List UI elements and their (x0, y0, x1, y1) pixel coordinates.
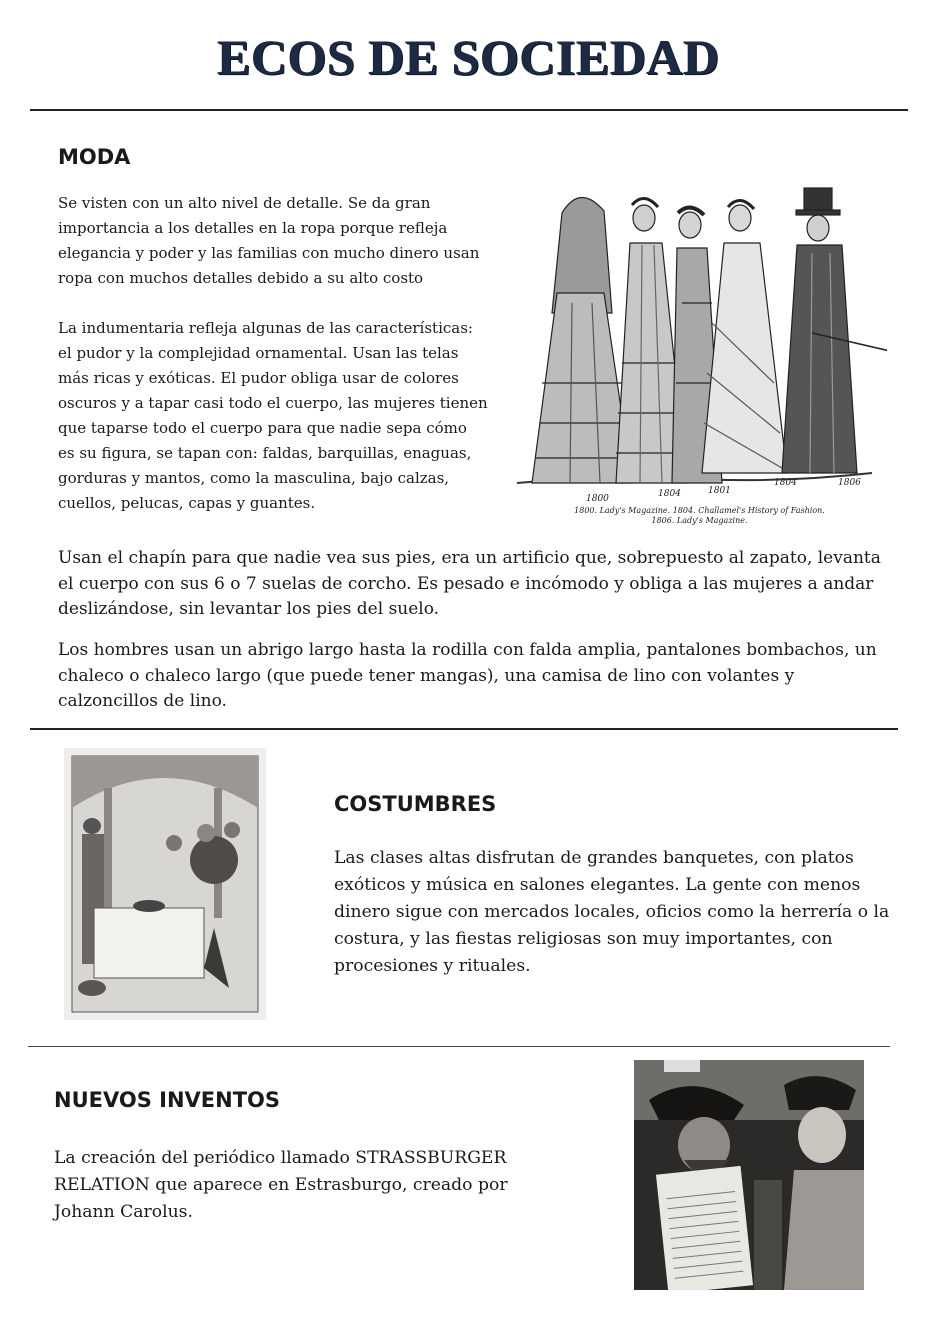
figure-year-5: 1806 (838, 478, 861, 488)
moda-paragraph-3: Usan el chapín para que nadie vea sus pies, era un artificio que, sobrepuesto al zapato, levanta el cuerpo con sus 6 o 7 suelas de corcho. Es pesado e incómodo y obliga a las mujeres a andar deslizándose, sin levantar los pies del suelo. (58, 548, 881, 619)
section-divider-2 (28, 1046, 890, 1047)
newspaper-readers-photo (634, 1060, 864, 1290)
section-divider-1 (30, 728, 898, 730)
figure-year-1: 1800 (586, 494, 609, 504)
figure-year-4: 1804 (774, 478, 797, 488)
banquet-engraving (64, 748, 266, 1020)
figure-caption-line-1: 1800. Lady's Magazine. 1804. Challamel's History of Fashion. (574, 506, 825, 515)
figure-year-2: 1804 (658, 489, 681, 499)
section-heading-moda: MODA (58, 145, 131, 169)
figure-caption-line-2: 1806. Lady's Magazine. (651, 516, 748, 525)
moda-paragraph-4: Los hombres usan un abrigo largo hasta la rodilla con falda amplia, pantalones bombachos, un chaleco o chaleco largo (que puede tener mangas), una camisa de lino con volantes y calzoncillos de lino. (58, 640, 877, 711)
header-divider (30, 109, 908, 111)
page-title: ECOS DE SOCIEDAD (217, 29, 720, 85)
section-heading-inventos: NUEVOS INVENTOS (54, 1088, 281, 1112)
section-heading-costumbres: COSTUMBRES (334, 792, 497, 816)
moda-paragraph-1: Se visten con un alto nivel de detalle. Se da gran importancia a los detalles en la ropa porque refleja elegancia y poder y las familias con mucho dinero usan ropa con muchos detalles debido a su alto costo (58, 194, 480, 287)
inventos-paragraph: La creación del periódico llamado STRASSBURGER RELATION que aparece en Estrasburgo, creado por Johann Carolus. (54, 1148, 508, 1222)
moda-paragraph-2: La indumentaria refleja algunas de las características: el pudor y la complejidad ornamental. Usan las telas más ricas y exóticas. El pudor obliga usar de colores oscuros y a tapar casi todo el cuerpo, las mujeres tienen que taparse todo el cuerpo para que nadie sepa cómo es su figura, se tapan con: faldas, barquillas, enaguas, gorduras y mantos, como la masculina, bajo calzas, cuellos, pelucas, capas y guantes. (58, 319, 488, 512)
figure-year-3: 1801 (708, 486, 731, 496)
fashion-illustration (512, 183, 887, 528)
costumbres-paragraph: Las clases altas disfrutan de grandes banquetes, con platos exóticos y música en salones elegantes. La gente con menos dinero sigue con mercados locales, oficios como la herrería o la costura, y las fiestas religiosas son muy importantes, con procesiones y rituales. (334, 848, 890, 976)
